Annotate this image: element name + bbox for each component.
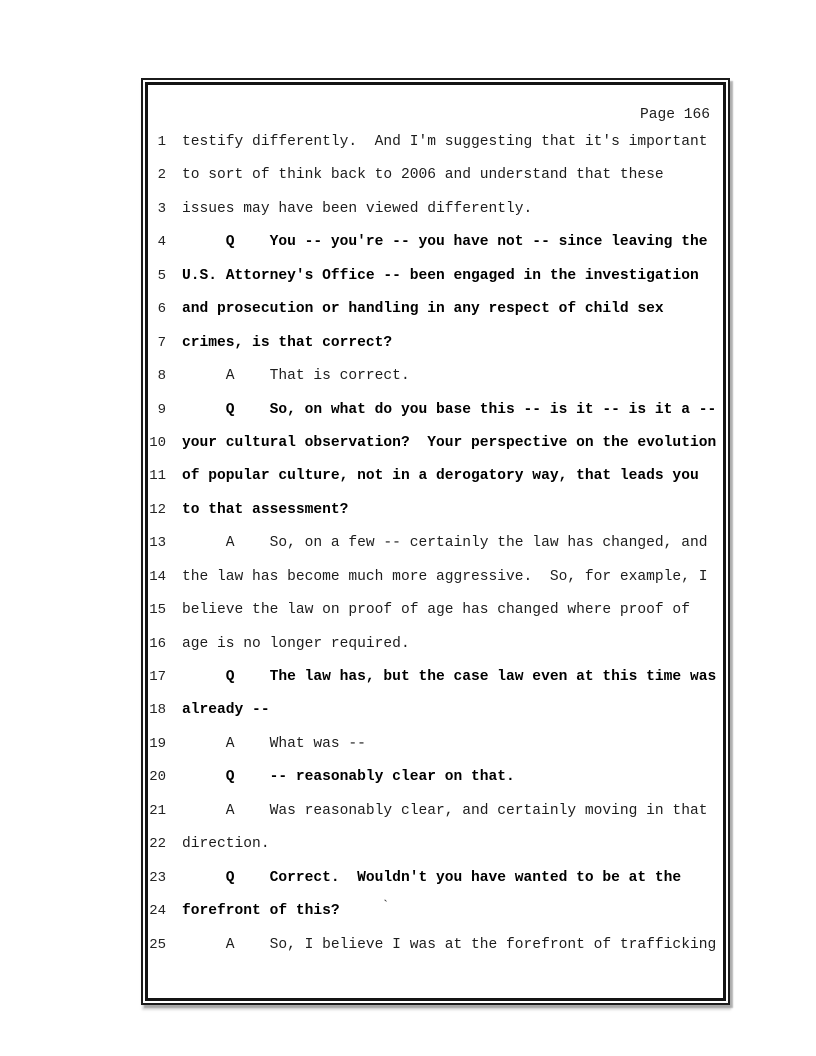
line-number: 24 [149,903,166,920]
line-number: 3 [157,200,166,217]
transcript-line [148,368,723,401]
transcript-line [148,268,723,301]
line-text: issues may have been viewed differently. [182,200,533,217]
line-text: A What was -- [182,735,366,752]
page-border-inner [145,82,726,1001]
transcript-line [148,134,723,167]
line-text: and prosecution or handling in any respect of child sex [182,301,664,318]
line-text: A So, I believe I was at the forefront of trafficking [182,936,717,953]
line-number: 18 [149,702,166,719]
line-number: 10 [149,434,166,451]
line-number: 20 [149,769,166,786]
line-number: 11 [149,468,166,485]
line-text: Q You -- you're -- you have not -- since leaving the [182,234,708,251]
transcript-line [148,602,723,635]
transcript-line [148,870,723,903]
transcript-line [148,669,723,702]
line-number: 16 [149,635,166,652]
line-number: 21 [149,802,166,819]
transcript-line [148,335,723,368]
line-text: already -- [182,702,270,719]
line-number: 19 [149,735,166,752]
line-number: 17 [149,669,166,685]
line-text: the law has become much more aggressive. So, for example, I [182,568,708,585]
page-number: Page 166 [639,107,710,123]
line-number: 7 [157,334,166,351]
transcript-page [141,78,730,1005]
line-text: A Was reasonably clear, and certainly moving in that [182,802,708,819]
line-text: Q -- reasonably clear on that. [182,769,515,786]
transcript-line [148,803,723,836]
line-text: your cultural observation? Your perspective on the evolution [182,434,717,451]
line-number: 8 [157,368,166,385]
transcript-line [148,301,723,334]
line-number: 14 [149,568,166,585]
line-text: A That is correct. [182,368,410,385]
line-number: 25 [149,936,166,953]
transcript-line [148,898,723,936]
transcript-line [148,636,723,669]
line-text: of popular culture, not in a derogatory way, that leads you [182,468,699,485]
line-number: 9 [157,401,166,418]
transcript-line [148,702,723,735]
transcript-line [148,836,723,869]
line-text: testify differently. And I'm suggesting that it's important [182,134,708,150]
line-text: forefront of this? [182,903,340,920]
line-text: U.S. Attorney's Office -- been engaged in the investigation [182,267,699,284]
transcript-body [148,134,723,970]
line-number: 6 [157,301,166,318]
line-number: 15 [149,602,166,619]
transcript-line [148,201,723,234]
line-number: 12 [149,501,166,518]
line-number: 5 [157,267,166,284]
stray-scan-mark: ` [381,898,390,914]
transcript-line [148,468,723,501]
transcript-line [148,167,723,200]
transcript-line [148,502,723,535]
line-number: 4 [157,234,166,251]
line-number: 2 [157,167,166,184]
transcript-line [148,736,723,769]
transcript-line [148,402,723,435]
transcript-line [148,569,723,602]
line-text: Q Correct. Wouldn't you have wanted to be at the [182,869,682,886]
transcript-line [148,435,723,468]
line-text: A So, on a few -- certainly the law has changed, and [182,535,708,552]
transcript-line [148,234,723,267]
transcript-line [148,769,723,802]
line-number: 13 [149,535,166,552]
line-text: to sort of think back to 2006 and understand that these [182,167,664,184]
line-text: Q The law has, but the case law even at this time was [182,669,717,685]
line-text: crimes, is that correct? [182,334,393,351]
line-number: 22 [149,836,166,853]
line-text: to that assessment? [182,501,349,518]
line-text: direction. [182,836,270,853]
line-text: age is no longer required. [182,635,410,652]
transcript-line [148,535,723,568]
line-text: Q So, on what do you base this -- is it -- is it a -- [182,401,717,418]
line-text: believe the law on proof of age has changed where proof of [182,602,690,619]
line-number: 23 [149,869,166,886]
page-border-outer [141,78,730,1005]
transcript-line [148,937,723,970]
line-number: 1 [157,134,166,150]
